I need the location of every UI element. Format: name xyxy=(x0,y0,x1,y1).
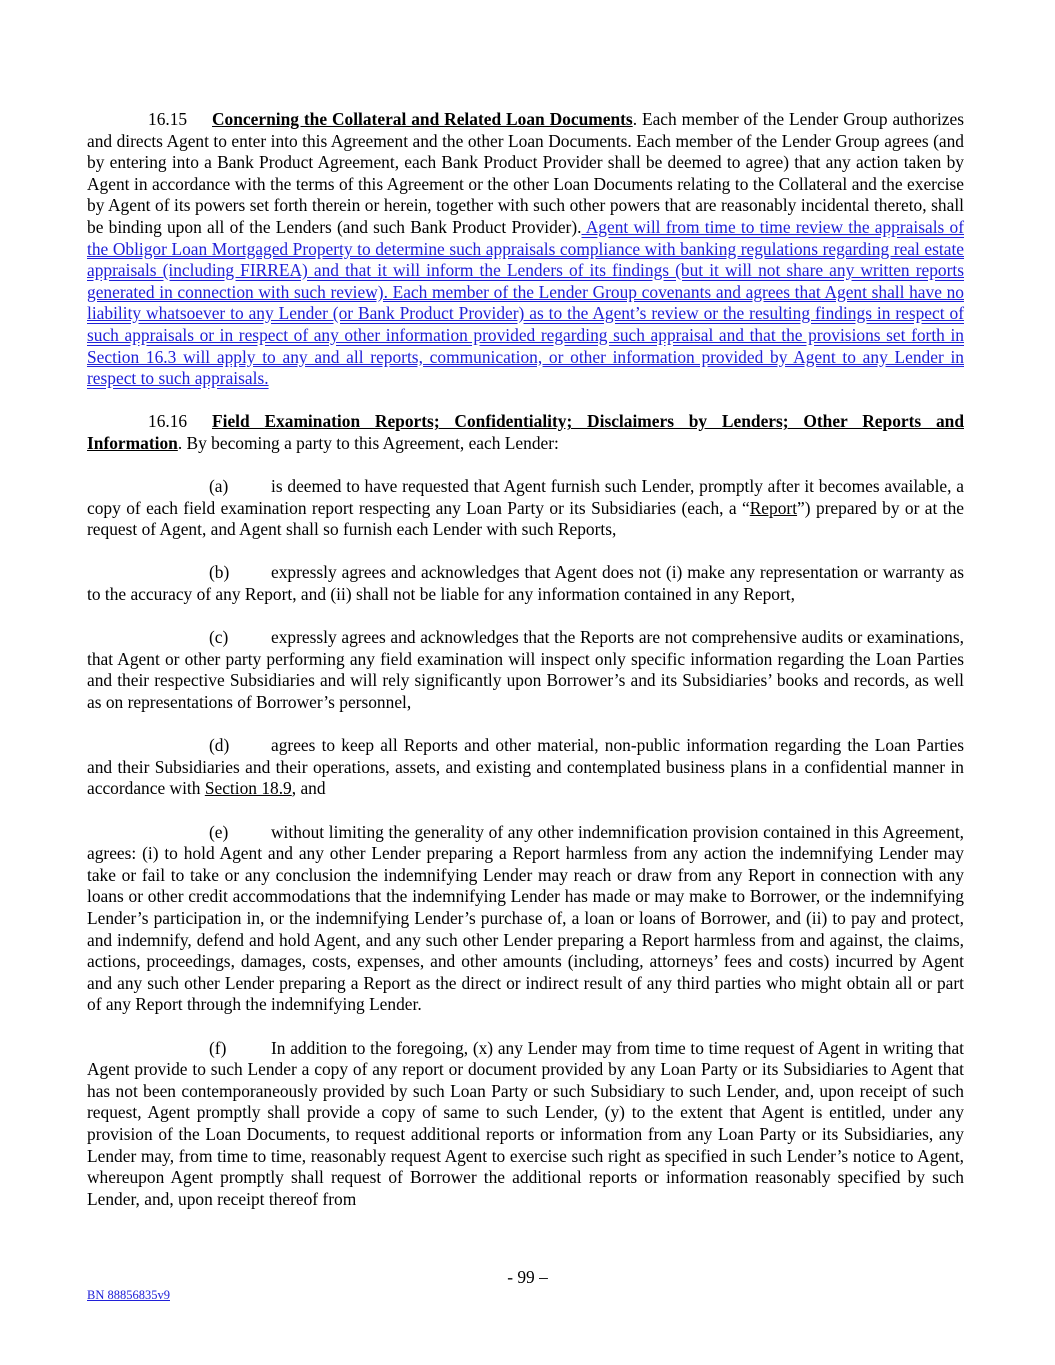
section-heading: Concerning the Collateral and Related Loan Documents xyxy=(212,109,633,129)
clause-d xyxy=(87,735,964,800)
document-id-link[interactable]: BN 88856835v9 xyxy=(87,1288,170,1302)
section-16-15 xyxy=(87,109,964,390)
clause-b xyxy=(87,562,964,605)
clause-text: without limiting the generality of any other indemnification provision contained in this Agreement, agrees: (i) to hold Agent and any other Lender preparing a Report harmless from any action the indemnifying Lender may take or fail to take or any conclusion the indemnifying Lender may reach or draw from any Report in connection with any loans or other credit accommodations that the indemnifying Lender has made or may make to Borrower, or the indemnifying Lender’s participation in, or the indemnifying Lender’s purchase of, a loan or loans of Borrower, and (ii) to pay and protect, and indemnify, defend and hold Agent, and any such other Lender preparing a Report harmless from and against, the claims, actions, proceedings, damages, costs, expenses, and other amounts (including, attorneys’ fees and costs) incurred by Agent and any such other Lender preparing a Report as the direct or indirect result of any third parties who might obtain all or part of any Report through the indemnifying Lender. xyxy=(87,821,964,1015)
document-body xyxy=(87,109,964,1232)
heading-period: . xyxy=(632,109,638,129)
clause-text: is deemed to have requested that Agent furnish such Lender, promptly after it becomes available, a copy of each field examination report respecting any Loan Party or its Subsidiaries (each, a “ xyxy=(87,476,964,518)
clause-f xyxy=(87,1038,964,1211)
clause-a xyxy=(87,476,964,541)
clause-label: (a) xyxy=(209,476,229,497)
clause-text: expressly agrees and acknowledges that the Reports are not comprehensive audits or examinations, that Agent or other party performing any field examination will inspect only specific information regarding the Loan Parties and their respective Subsidiaries and will rely significantly upon Borrower’s and its Subsidiaries’ books and records, as well as on representations of Borrower’s personnel, xyxy=(87,627,964,713)
clause-text-cont: , and xyxy=(291,778,326,799)
section-18-9-link[interactable]: Section 18.9 xyxy=(204,778,292,799)
clause-text: agrees to keep all Reports and other material, non-public information regarding the Loan Parties and their Subsidiaries and their operations, assets, and existing and contemplated business plans in a confidential manner in accordance with xyxy=(87,735,964,799)
defined-term-report: Report xyxy=(749,497,798,518)
clause-text: expressly agrees and acknowledges that Agent does not (i) make any representation or warranty as to the accuracy of any Report, and (ii) shall not be liable for any information contained in any Report, xyxy=(87,562,964,605)
clause-c xyxy=(87,627,964,713)
page-number: - 99 – xyxy=(507,1267,548,1287)
clause-label: (b) xyxy=(209,562,230,583)
section-text: . By becoming a party to this Agreement, each Lender: xyxy=(177,432,559,453)
clause-label: (d) xyxy=(209,735,230,756)
section-heading: Field Examination Reports; Confidentiality; Disclaimers by Lenders; Other Reports and Information xyxy=(87,411,964,453)
clause-text-cont: ”) prepared by or at the request of Agent, and Agent shall so furnish each Lender with such Reports, xyxy=(87,497,964,540)
clause-e xyxy=(87,822,964,1016)
section-text: Each member of the Lender Group authorizes and directs Agent to enter into this Agreement and the other Loan Documents. Each member of the Lender Group agrees (and by entering into a Bank Product Agreement, each Bank Product Provider shall be deemed to agree) that any action taken by Agent in accordance with the terms of this Agreement or the other Loan Documents relating to the Collateral and the exercise by Agent of its powers set forth therein or herein, together with such other powers that are reasonably incidental thereto, shall be binding upon all of the Lenders (and such Bank Product Provider). xyxy=(87,109,965,237)
section-number: 16.15 xyxy=(148,109,188,129)
clause-label: (e) xyxy=(209,821,229,842)
section-16-16 xyxy=(87,411,964,454)
clause-label: (f) xyxy=(209,1037,227,1058)
clause-label: (c) xyxy=(209,627,229,648)
clause-text: In addition to the foregoing, (x) any Lender may from time to time request of Agent in writing that Agent provide to such Lender a copy of any report or document provided by any Loan Party or its Subsidiaries to Agent that has not been contemporaneously provided by such Loan Party or such Subsidiary to such Lender, and, upon receipt of such request, Agent promptly shall provide a copy of same to such Lender, (y) to the extent that Agent is entitled, under any provision of the Loan Documents, to request additional reports or information from any Loan Party or its Subsidiaries, any Lender may, from time to time, reasonably request Agent to exercise such right as specified in such Lender’s notice to Agent, whereupon Agent promptly shall request of Borrower the additional reports or information reasonably specified by such Lender, and, upon receipt thereof from xyxy=(87,1037,964,1209)
section-number: 16.16 xyxy=(148,411,188,432)
inserted-revision-text: Agent will from time to time review the appraisals of the Obligor Loan Mortgaged Property to determine such appraisals compliance with banking regulations regarding real estate appraisals (including FIRREA) and that it will inform the Lenders of its findings (but it will not share any written reports generated in connection with such review). Each member of the Lender Group covenants and agrees that Agent shall have no liability whatsoever to any Lender (or Bank Product Provider) as to the Agent’s review or the resulting findings in respect of such appraisals or in respect of any other information provided regarding such appraisal and that the provisions set forth in Section 16.3 will apply to any and all reports, communication, or other information provided by Agent to any Lender in respect to such appraisals. xyxy=(87,216,964,389)
